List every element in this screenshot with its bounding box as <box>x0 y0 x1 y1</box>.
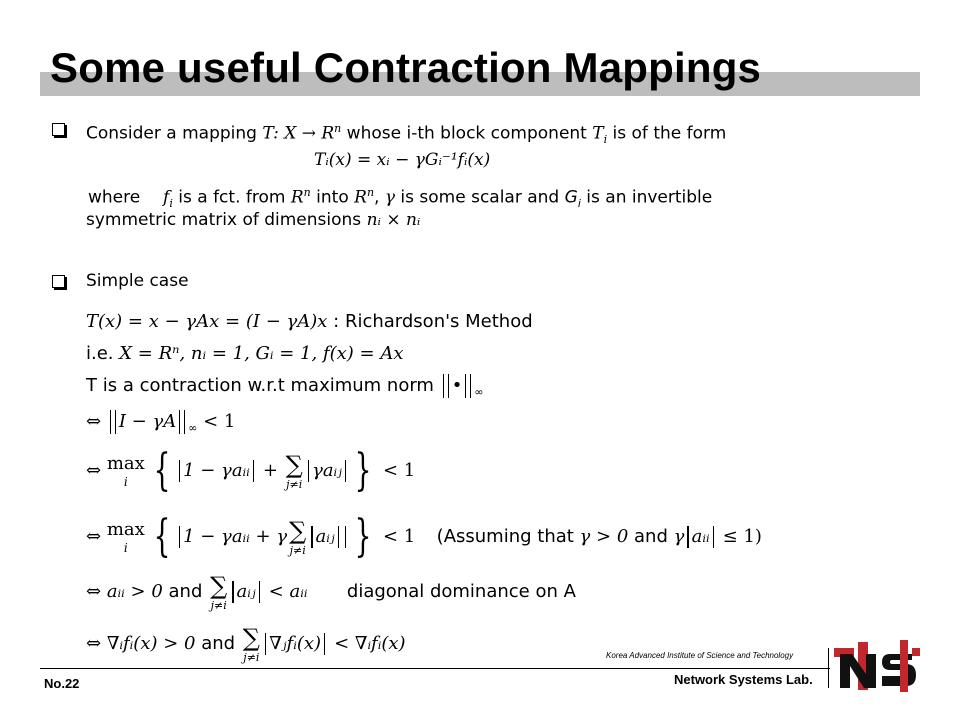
block-component-formula: Tᵢ(x) = xᵢ − γGᵢ⁻¹fᵢ(x) <box>314 150 491 170</box>
sigma: ∑ <box>289 516 307 545</box>
eq6-note <box>437 526 762 547</box>
lab-name: Network Systems Lab. <box>674 672 813 687</box>
iff-symbol: ⇔ <box>86 460 102 481</box>
mapping-expr: T: X → R <box>262 123 335 144</box>
max-label: max <box>106 452 145 474</box>
eq7-note: diagonal dominance on A <box>346 581 576 602</box>
note-math: γ > 0 <box>579 526 629 547</box>
abs-bar <box>324 633 325 655</box>
iff-symbol: ⇔ <box>86 633 102 654</box>
text: where <box>88 187 141 208</box>
and-text: and <box>162 581 209 602</box>
abs-bar <box>265 633 266 655</box>
sum-index: j≠i <box>286 477 303 491</box>
text: is a fct. from <box>172 187 291 208</box>
gi-sub: i <box>577 197 581 211</box>
ie: i.e. <box>86 343 120 364</box>
abs-bar <box>253 460 254 482</box>
abs-bar <box>338 526 339 548</box>
text: whose i-th block component <box>341 123 593 144</box>
abs-bar <box>179 526 180 548</box>
abs-bar <box>311 526 312 548</box>
iff-symbol: ⇔ <box>86 411 102 432</box>
eq7-term: aᵢⱼ <box>236 581 256 602</box>
eq2: X = Rⁿ, nᵢ = 1, Gᵢ = 1, f(x) = Ax <box>119 343 404 364</box>
eq7-a: aᵢᵢ > 0 <box>106 581 163 602</box>
eq6-rhs: < 1 <box>377 526 416 547</box>
footer-vertical-divider <box>828 648 829 688</box>
inf-sub: ∞ <box>474 385 484 399</box>
norm-bar <box>465 374 471 398</box>
text: is some scalar and <box>395 187 565 208</box>
fi-sub: i <box>169 197 173 211</box>
left-brace: { <box>153 511 171 562</box>
abs-bar <box>345 460 346 482</box>
eq5-term2: γaᵢⱼ <box>312 460 342 481</box>
abs-bar <box>687 526 688 548</box>
bullet1-line3 <box>86 209 420 231</box>
bullet1-line1 <box>86 118 726 151</box>
rn-symbol: R <box>354 187 367 208</box>
sum-index: j≠i <box>289 543 306 557</box>
text: is of the form <box>607 123 727 144</box>
note-text: (Assuming that <box>436 526 580 547</box>
sum-operator <box>285 450 303 491</box>
and-text: and <box>195 633 241 654</box>
note-text: and <box>628 526 674 547</box>
sum-operator <box>289 516 307 557</box>
rn-symbol: R <box>290 187 304 208</box>
eq1: T(x) = x − γAx = (I − γA)x <box>86 311 328 332</box>
eq7-row <box>86 572 576 612</box>
abs-bar <box>232 581 233 603</box>
sigma: ∑ <box>242 623 260 652</box>
note-math: aᵢᵢ <box>691 526 710 547</box>
fi-symbol: f <box>163 187 170 208</box>
eq3: T is a contraction w.r.t maximum norm <box>86 375 440 396</box>
text: into <box>310 187 355 208</box>
sum-operator <box>210 571 228 612</box>
inf-sub: ∞ <box>188 421 198 435</box>
abs-bar <box>179 460 180 482</box>
bullet-square-icon <box>52 123 65 136</box>
ti-sub: i <box>603 133 608 147</box>
max-operator <box>106 452 145 489</box>
max-operator <box>106 518 145 555</box>
norm-dot: • <box>451 375 463 396</box>
eq8-rhs: < ∇ᵢfᵢ(x) <box>328 633 406 654</box>
abs-bar <box>345 526 346 548</box>
page-number: No.22 <box>44 676 80 691</box>
abs-bar <box>259 581 260 603</box>
eq5-row <box>86 446 415 496</box>
right-brace: } <box>354 445 372 496</box>
institute-name: Korea Advanced Institute of Science and Technology <box>606 651 794 660</box>
norm-bar <box>110 410 116 434</box>
note-math: ≤ 1) <box>716 526 762 547</box>
slide-title: Some useful Contraction Mappings <box>50 44 762 91</box>
max-index: i <box>123 474 128 489</box>
text: is an invertible <box>580 187 713 208</box>
eq6-term2: aᵢⱼ <box>315 526 335 547</box>
sum-operator <box>242 623 260 664</box>
bullet2-label: Simple case <box>86 271 189 291</box>
gamma-symbol: γ <box>384 187 396 208</box>
left-brace: { <box>153 445 171 496</box>
gi-symbol: G <box>564 187 578 208</box>
norm-bar <box>179 410 185 434</box>
ns-logo-icon <box>834 640 920 692</box>
max-index: i <box>123 540 128 555</box>
max-label: max <box>106 518 145 540</box>
note-math: γ <box>673 526 685 547</box>
rn-sup: n <box>366 186 375 199</box>
eq5-rhs: < 1 <box>377 460 416 481</box>
eq8-term: ∇ⱼfᵢ(x) <box>269 633 322 654</box>
eq4-body: I − γA <box>118 411 177 432</box>
eq8-a: ∇ᵢfᵢ(x) > 0 <box>106 633 196 654</box>
ie-eq <box>86 342 403 366</box>
eq7-rhs: < aᵢᵢ <box>262 581 308 602</box>
abs-bar <box>713 526 714 548</box>
contraction-statement <box>86 374 484 405</box>
eq5-term1: 1 − γaᵢᵢ <box>183 460 250 481</box>
text: Consider a mapping <box>86 123 263 144</box>
footer-divider <box>40 668 830 669</box>
text: symmetric matrix of dimensions <box>86 210 367 230</box>
richardson-eq <box>86 310 533 334</box>
eq8-row <box>86 624 406 664</box>
abs-bar <box>308 460 309 482</box>
bullet-square-icon <box>52 275 65 288</box>
mapping-sup: n <box>334 122 342 135</box>
norm-bar <box>443 374 449 398</box>
plus: + <box>257 460 284 481</box>
sum-index: j≠i <box>243 650 260 664</box>
right-brace: } <box>354 511 372 562</box>
rn-sup: n <box>303 186 311 199</box>
iff-symbol: ⇔ <box>86 581 102 602</box>
eq6-term1: 1 − γaᵢᵢ + γ <box>183 526 288 547</box>
eq1-note: : Richardson's Method <box>327 311 533 332</box>
eq4-rhs: < 1 <box>197 411 236 432</box>
sigma: ∑ <box>210 571 228 600</box>
text: , <box>374 187 385 208</box>
sigma: ∑ <box>285 450 303 479</box>
sum-index: j≠i <box>210 598 227 612</box>
iff-symbol: ⇔ <box>86 526 102 547</box>
eq6-row <box>86 512 762 562</box>
ti-symbol: T <box>592 123 604 144</box>
eq4-row <box>86 410 235 441</box>
dims-expr: nᵢ × nᵢ <box>366 210 421 230</box>
